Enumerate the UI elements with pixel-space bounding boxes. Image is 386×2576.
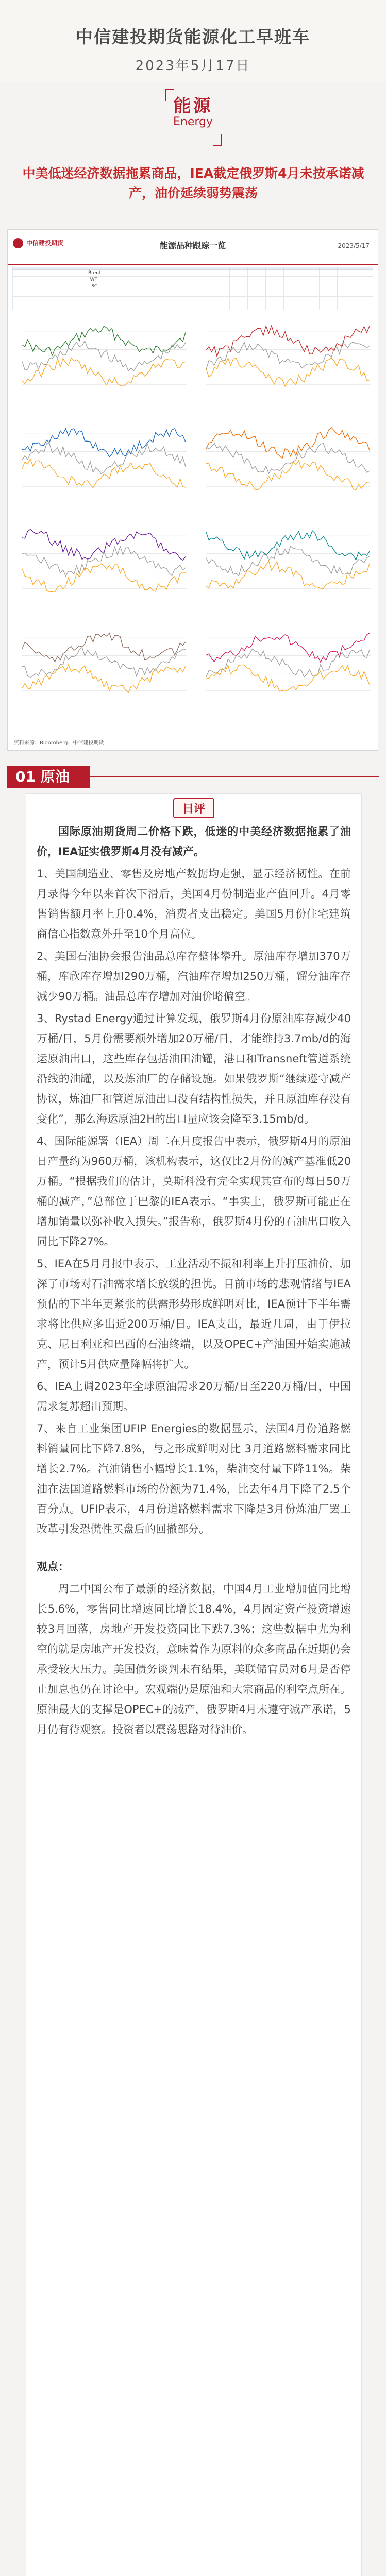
table-cell — [194, 297, 212, 303]
table-cell — [301, 283, 320, 290]
chart-plot — [196, 518, 374, 606]
chart-8 — [196, 619, 374, 708]
chart-3 — [12, 415, 190, 504]
table-cell — [265, 303, 283, 310]
section-title: 能源 — [173, 96, 213, 116]
table-cell — [194, 283, 212, 290]
table-cell — [13, 297, 176, 303]
table-cell: Brent — [13, 270, 176, 277]
table-cell — [301, 303, 320, 310]
logo-text: 中信建投期货 — [26, 239, 64, 247]
section-subtitle: Energy — [173, 115, 213, 128]
table-cell — [212, 283, 230, 290]
table-row — [13, 290, 373, 297]
table-cell — [248, 277, 266, 283]
chart-1 — [12, 313, 190, 402]
news-paragraph: 7、来自工业集团UFIP Energies的数据显示，法国4月份道路燃料销量同比下降7.8%，与之形成鲜明对比 3月道路燃料需求同比增长2.7%。汽油销售小幅增长1.1%，柴油交付量下降11%。柴油在法国道路燃料市场的份额为71.4%，比去年4月下降了2.5个百分点。UFIP表示，4月份道路燃料需求下降是3月份炼油厂罢工改革引发恐慌性买盘后的回撤部分。 — [37, 1422, 351, 1535]
tag-rule — [90, 776, 379, 777]
table-cell — [283, 283, 301, 290]
tracking-panel — [7, 229, 378, 751]
panel-date: 2023/5/17 — [338, 242, 370, 249]
report-title: 中信建投期货能源化工早班车 — [76, 27, 310, 47]
viewpoint-text: 周二中国公布了最新的经济数据，中国4月工业增加值同比增长5.6%，零售同比增速同比增长18.4%，4月固定资产投资增速较3月回落，房地产开发投资同比下跌7.3%；这些数据中尤为利空的就是房地产开发投资，意味着作为原料的众多商品在近期仍会承受较大压力。美国债务谈判未有结果，美联储官员对6月是否停止加息也仍在讨论中。宏观端仍是原油和大宗商品的利空点所在。原油最大的支撑是OPEC+的减产，俄罗斯4月未遵守减产承诺，5月仍有待观察。投资者以震荡思路对待油价。 — [37, 1583, 351, 1736]
table-cell — [337, 283, 355, 290]
table-cell — [176, 297, 194, 303]
report-card — [26, 793, 362, 2576]
chart-line — [206, 561, 370, 589]
chart-plot — [12, 620, 190, 708]
table-cell — [355, 297, 373, 303]
news-paragraph: 6、IEA上调2023年全球原油需求20万桶/日至220万桶/日，中国需求复苏超出预期。 — [37, 1380, 351, 1413]
table-cell — [248, 283, 266, 290]
chart-line — [206, 326, 370, 357]
table-cell — [194, 290, 212, 297]
table-cell — [355, 290, 373, 297]
panel-source: 资料来源：Bloomberg，中信建投期货 — [14, 740, 104, 746]
chart-plot — [12, 314, 190, 402]
report-date: 2023年5月17日 — [135, 58, 251, 74]
chart-plot — [12, 416, 190, 504]
table-cell — [248, 303, 266, 310]
chart-line — [22, 547, 186, 576]
viewpoint-label: 观点： — [37, 1561, 69, 1573]
table-cell: WTI — [13, 277, 176, 283]
table-cell — [337, 277, 355, 283]
table-cell — [265, 270, 283, 277]
pill-label: 日评 — [173, 798, 214, 818]
section-heading — [0, 82, 386, 165]
table-cell — [355, 277, 373, 283]
table-cell — [301, 270, 320, 277]
table-cell — [283, 277, 301, 283]
table-cell — [230, 303, 248, 310]
table-cell: SC — [13, 283, 176, 290]
table-cell — [319, 270, 337, 277]
table-row — [13, 270, 373, 277]
chart-7 — [12, 619, 190, 708]
table-cell — [319, 277, 337, 283]
chart-5 — [12, 517, 190, 606]
table-cell — [283, 270, 301, 277]
table-cell — [283, 297, 301, 303]
table-cell — [248, 290, 266, 297]
chart-line — [22, 429, 186, 457]
table-cell — [194, 277, 212, 283]
table-cell — [248, 297, 266, 303]
table-body — [13, 270, 373, 310]
chart-plot — [12, 518, 190, 606]
chart-line — [206, 531, 370, 560]
chart-6 — [196, 517, 374, 606]
table-cell — [355, 270, 373, 277]
table-cell — [212, 270, 230, 277]
chart-4 — [196, 415, 374, 504]
table-cell — [212, 290, 230, 297]
table-cell — [319, 283, 337, 290]
chart-line — [206, 358, 370, 386]
news-paragraph: 1、美国制造业、零售及房地产数据均走强，显示经济韧性。在前月录得今年以来首次下滑后，美国4月份制造业产值回升。4月零售销售额月率上升0.4%，消费者支出稳定。美国5月份住宅建筑商信心指数意外升至10个月高位。 — [37, 868, 351, 940]
table-row — [13, 277, 373, 283]
chart-line — [22, 633, 186, 662]
chart-line — [22, 341, 186, 371]
table-cell — [265, 283, 283, 290]
table-cell — [265, 290, 283, 297]
news-paragraph: 5、IEA在5月月报中表示，工业活动不振和利率上升打压油价，加深了市场对石油需求增长放缓的担忧。目前市场的悲观情绪与IEA预估的下半年更紧张的供需形势形成鲜明对比，IEA预计下半年需求将比供应多出近200万桶/日。IEA支出，最近几周，由于伊拉克、尼日利亚和巴西的石油终端，以及OPEC+产油国开始实施减产，预计5月供应量降幅将扩大。 — [37, 1258, 351, 1370]
news-paragraph: 3、Rystad Energy通过计算发现，俄罗斯4月份原油库存减少40万桶/日，5月份需要额外增加20万桶/日，才能维持3.7mb/d的海运原油出口，这些库存包括油田油罐，港口和Transneft管道系统沿线的油罐，以及炼油厂的存储设施。如果俄罗斯“继续遵守减产协议，炼油厂和管道原油出口没有结构性损失，并且原油库存没有变化”，那么海运原油2H的出口量应该会降至3.15mb/d。 — [37, 1012, 351, 1125]
table-cell — [337, 270, 355, 277]
table-cell — [176, 290, 194, 297]
table-cell — [212, 303, 230, 310]
table-cell — [337, 303, 355, 310]
table-cell — [176, 277, 194, 283]
table-cell — [176, 283, 194, 290]
table-cell — [230, 297, 248, 303]
table-cell — [176, 270, 194, 277]
table-cell — [212, 297, 230, 303]
lead-paragraph: 国际原油期货周二价格下跌，低迷的中美经济数据拖累了油价，IEA证实俄罗斯4月没有减产。 — [37, 825, 351, 858]
table-cell — [230, 270, 248, 277]
section-tag — [0, 764, 386, 790]
table-cell — [194, 270, 212, 277]
table-cell — [301, 297, 320, 303]
table-cell — [265, 277, 283, 283]
table-cell — [337, 290, 355, 297]
table-cell — [230, 277, 248, 283]
table-cell — [13, 290, 176, 297]
chart-2 — [196, 313, 374, 402]
table-row — [13, 297, 373, 303]
chart-line — [206, 665, 370, 691]
table-cell — [355, 283, 373, 290]
headline: 中美低迷经济数据拖累商品，IEA截定俄罗斯4月未按承诺减产，油价延续弱势震荡 — [22, 166, 364, 200]
panel-title: 能源品种跟踪一览 — [159, 241, 226, 250]
chart-plot — [196, 416, 374, 504]
chart-line — [206, 633, 370, 663]
daily-comment-pill — [26, 798, 361, 818]
chart-line — [206, 546, 370, 576]
table-cell — [319, 297, 337, 303]
report-body — [37, 822, 351, 1742]
news-paragraph: 2、美国石油协会报告油品总库存整体攀升。原油库存增加370万桶，库欣库存增加290万桶，汽油库存增加250万桶，馏分油库存减少90万桶。油品总库存增加对油价略偏空。 — [37, 950, 351, 1003]
table-cell — [301, 290, 320, 297]
bracket-bottom-right — [213, 134, 222, 146]
chart-line — [22, 358, 186, 386]
table-cell — [283, 290, 301, 297]
table-row — [13, 303, 373, 310]
panel-header — [8, 230, 378, 265]
chart-plot — [196, 314, 374, 402]
news-paragraph: 4、国际能源署（IEA）周二在月度报告中表示，俄罗斯4月的原油日产量约为960万桶，该机构表示，这仅比2月份的减产基准低20万桶。“根据我们的估计，莫斯科没有完全实现其宣布的每日50万桶的减产，”总部位于巴黎的IEA表示。“事实上，俄罗斯可能正在增加销量以弥补收入损失。”报告称，俄罗斯4月份的石油出口收入同比下降27%。 — [37, 1135, 351, 1248]
table-cell — [194, 303, 212, 310]
table-cell — [337, 297, 355, 303]
chart-line — [22, 459, 186, 488]
table-row — [13, 283, 373, 290]
table-cell — [265, 297, 283, 303]
table-cell — [248, 270, 266, 277]
chart-line — [22, 665, 186, 692]
table-cell — [230, 290, 248, 297]
table-cell — [212, 277, 230, 283]
table-cell — [176, 303, 194, 310]
chart-line — [22, 529, 186, 560]
table-cell — [230, 283, 248, 290]
report-header — [0, 0, 386, 82]
table-cell — [13, 303, 176, 310]
chart-line — [22, 326, 186, 355]
table-cell — [355, 303, 373, 310]
table-cell — [301, 277, 320, 283]
tag-label: 01 原油 — [7, 766, 90, 788]
price-table — [12, 267, 373, 310]
chart-line — [206, 461, 370, 490]
table-cell — [283, 303, 301, 310]
table-cell — [319, 303, 337, 310]
table-cell — [319, 290, 337, 297]
paragraph-list — [37, 864, 351, 1539]
chart-plot — [196, 620, 374, 708]
